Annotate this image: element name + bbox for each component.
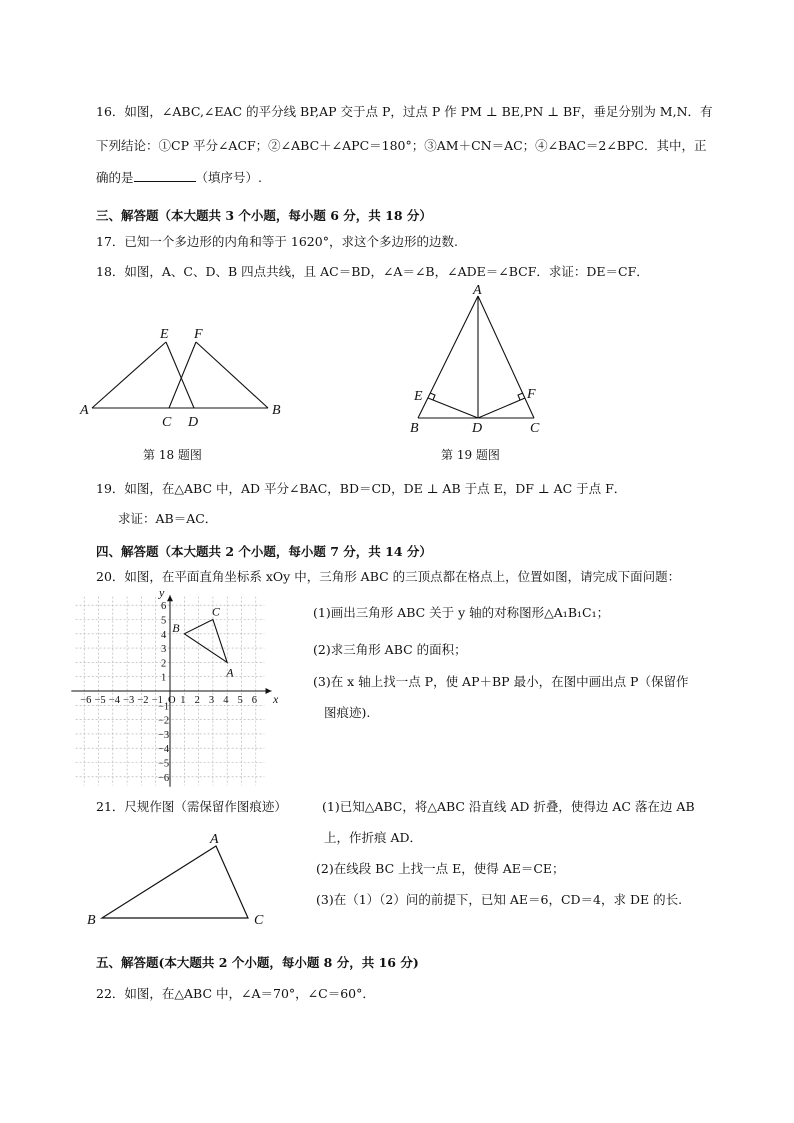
fig18-label-e: E	[160, 327, 169, 342]
fig18-label-d: D	[188, 415, 199, 430]
point-label-a: A	[226, 665, 234, 680]
q20-part2: (2)求三角形 ABC 的面积；	[313, 642, 467, 657]
q16-line2: 下列结论：①CP 平分∠ACF；②∠ABC＋∠APC＝180°；③AM＋CN＝AC；④∠BAC＝2∠BPC．其中，正	[96, 138, 707, 153]
fig19-caption: 第 19 题图	[441, 448, 500, 462]
fig18-segment-bf	[196, 342, 268, 408]
fig19-label-c: C	[530, 421, 540, 436]
y-tick-label: 6	[161, 601, 167, 613]
y-tick-label: 2	[161, 658, 167, 670]
q20-text: 20．如图，在平面直角坐标系 xOy 中，三角形 ABC 的三顶点都在格点上，位置如图，请完成下面问题：	[96, 569, 681, 584]
fig19-label-a: A	[473, 283, 482, 298]
q19-line1: 19．如图，在△ABC 中，AD 平分∠BAC，BD＝CD，DE ⊥ AB 于点 E，DF ⊥ AC 于点 F．	[96, 481, 627, 496]
y-tick-label: 5	[161, 615, 167, 627]
fig18-segment-ed	[166, 342, 194, 408]
q22-text: 22．如图，在△ABC 中，∠A＝70°，∠C＝60°．	[96, 986, 375, 1001]
y-tick-label: −1	[158, 701, 170, 713]
q18-text: 18．如图，A、C、D、B 四点共线，且 AC＝BD，∠A＝∠B，∠ADE＝∠BCF．求证：DE＝CF．	[96, 264, 649, 279]
y-tick-label: −2	[158, 715, 170, 727]
section-5-heading: 五、解答题(本大题共 2 个小题，每小题 8 分，共 16 分)	[96, 955, 419, 970]
q16-line3-suffix: （填序号）.	[195, 170, 262, 185]
fig19-label-e: E	[414, 389, 423, 404]
y-tick-label: −3	[158, 729, 170, 741]
fig18-label-b: B	[272, 403, 281, 418]
fig19-label-d: D	[472, 421, 483, 436]
fig21-label-c: C	[254, 913, 264, 928]
x-tick-label: −4	[108, 695, 120, 706]
q20-part1: (1)画出三角形 ABC 关于 y 轴的对称图形△A₁B₁C₁；	[313, 605, 610, 620]
fig19-label-f: F	[527, 387, 536, 402]
q20-part3a: (3)在 x 轴上找一点 P，使 AP＋BP 最小，在图中画出点 P（保留作	[313, 674, 689, 689]
fig21-triangle-abc	[102, 846, 248, 918]
y-axis-label: y	[159, 585, 165, 600]
q21-text: 21．尺规作图（需保留作图痕迹）	[96, 799, 287, 814]
x-tick-label: O	[168, 695, 176, 706]
x-tick-label: −5	[94, 695, 106, 706]
fig18-label-a: A	[80, 403, 89, 418]
x-tick-label: 2	[194, 695, 200, 706]
fig21-label-a: A	[210, 832, 219, 847]
x-tick-label: 6	[251, 695, 258, 706]
fig18-segment-ae	[92, 342, 166, 408]
fig19-segment-df	[478, 398, 525, 418]
x-axis-arrow	[266, 688, 272, 694]
fig19-segment-ab	[418, 296, 478, 418]
q17-text: 17．已知一个多边形的内角和等于 1620°，求这个多边形的边数.	[96, 234, 458, 249]
y-tick-label: −4	[158, 744, 170, 756]
q16-line3-prefix: 确的是	[96, 170, 134, 185]
fig19-segment-de	[428, 398, 478, 418]
point-label-b: B	[172, 620, 180, 635]
q21-part1b: 上，作折痕 AD．	[324, 830, 423, 845]
figure-18	[78, 320, 298, 430]
y-tick-label: 4	[161, 629, 167, 641]
x-tick-label: −1	[151, 695, 163, 706]
x-tick-label: 1	[180, 695, 186, 706]
q16-line1: 16．如图，∠ABC,∠EAC 的平分线 BP,AP 交于点 P，过点 P 作 PM ⊥ BE,PN ⊥ BF，垂足分别为 M,N．有	[96, 104, 713, 119]
figure-21	[84, 830, 274, 930]
y-axis-arrow	[167, 595, 173, 601]
x-tick-label: −3	[123, 695, 135, 706]
y-tick-label: −5	[158, 758, 170, 770]
q21-part2: (2)在线段 BC 上找一点 E，使得 AE＝CE；	[316, 861, 565, 876]
coordinate-grid	[72, 585, 284, 790]
answer-blank	[134, 169, 196, 182]
q21-part1a: (1)已知△ABC，将△ABC 沿直线 AD 折叠，使得边 AC 落在边 AB	[322, 799, 695, 814]
x-tick-label: 3	[208, 695, 215, 706]
fig21-label-b: B	[87, 913, 96, 928]
x-tick-label: 4	[223, 695, 229, 706]
q19-line2: 求证：AB＝AC．	[118, 511, 218, 526]
point-label-c: C	[211, 604, 220, 619]
x-tick-label: −6	[80, 695, 92, 706]
fig19-label-b: B	[410, 421, 419, 436]
x-axis-label: x	[272, 692, 279, 706]
x-tick-label: −2	[137, 695, 149, 706]
section-3-heading: 三、解答题（本大题共 3 个小题，每小题 6 分，共 18 分）	[96, 208, 432, 223]
q20-part3b: 图痕迹).	[324, 705, 371, 720]
q21-part3: (3)在（1）（2）问的前提下，已知 AE＝6，CD＝4，求 DE 的长.	[316, 892, 683, 907]
triangle-abc	[184, 620, 227, 663]
y-tick-label: 1	[161, 672, 167, 684]
x-tick-label: 5	[237, 695, 243, 706]
y-tick-label: −6	[158, 772, 170, 784]
figure-19	[404, 282, 554, 434]
fig19-segment-ac	[478, 296, 534, 418]
fig18-caption: 第 18 题图	[143, 448, 202, 462]
q16-line3	[96, 168, 262, 186]
fig18-label-f: F	[194, 327, 203, 342]
section-4-heading: 四、解答题（本大题共 2 个小题，每小题 7 分，共 14 分）	[96, 544, 432, 559]
fig18-label-c: C	[162, 415, 172, 430]
fig18-segment-fc	[169, 342, 196, 408]
y-tick-label: 3	[161, 644, 167, 656]
